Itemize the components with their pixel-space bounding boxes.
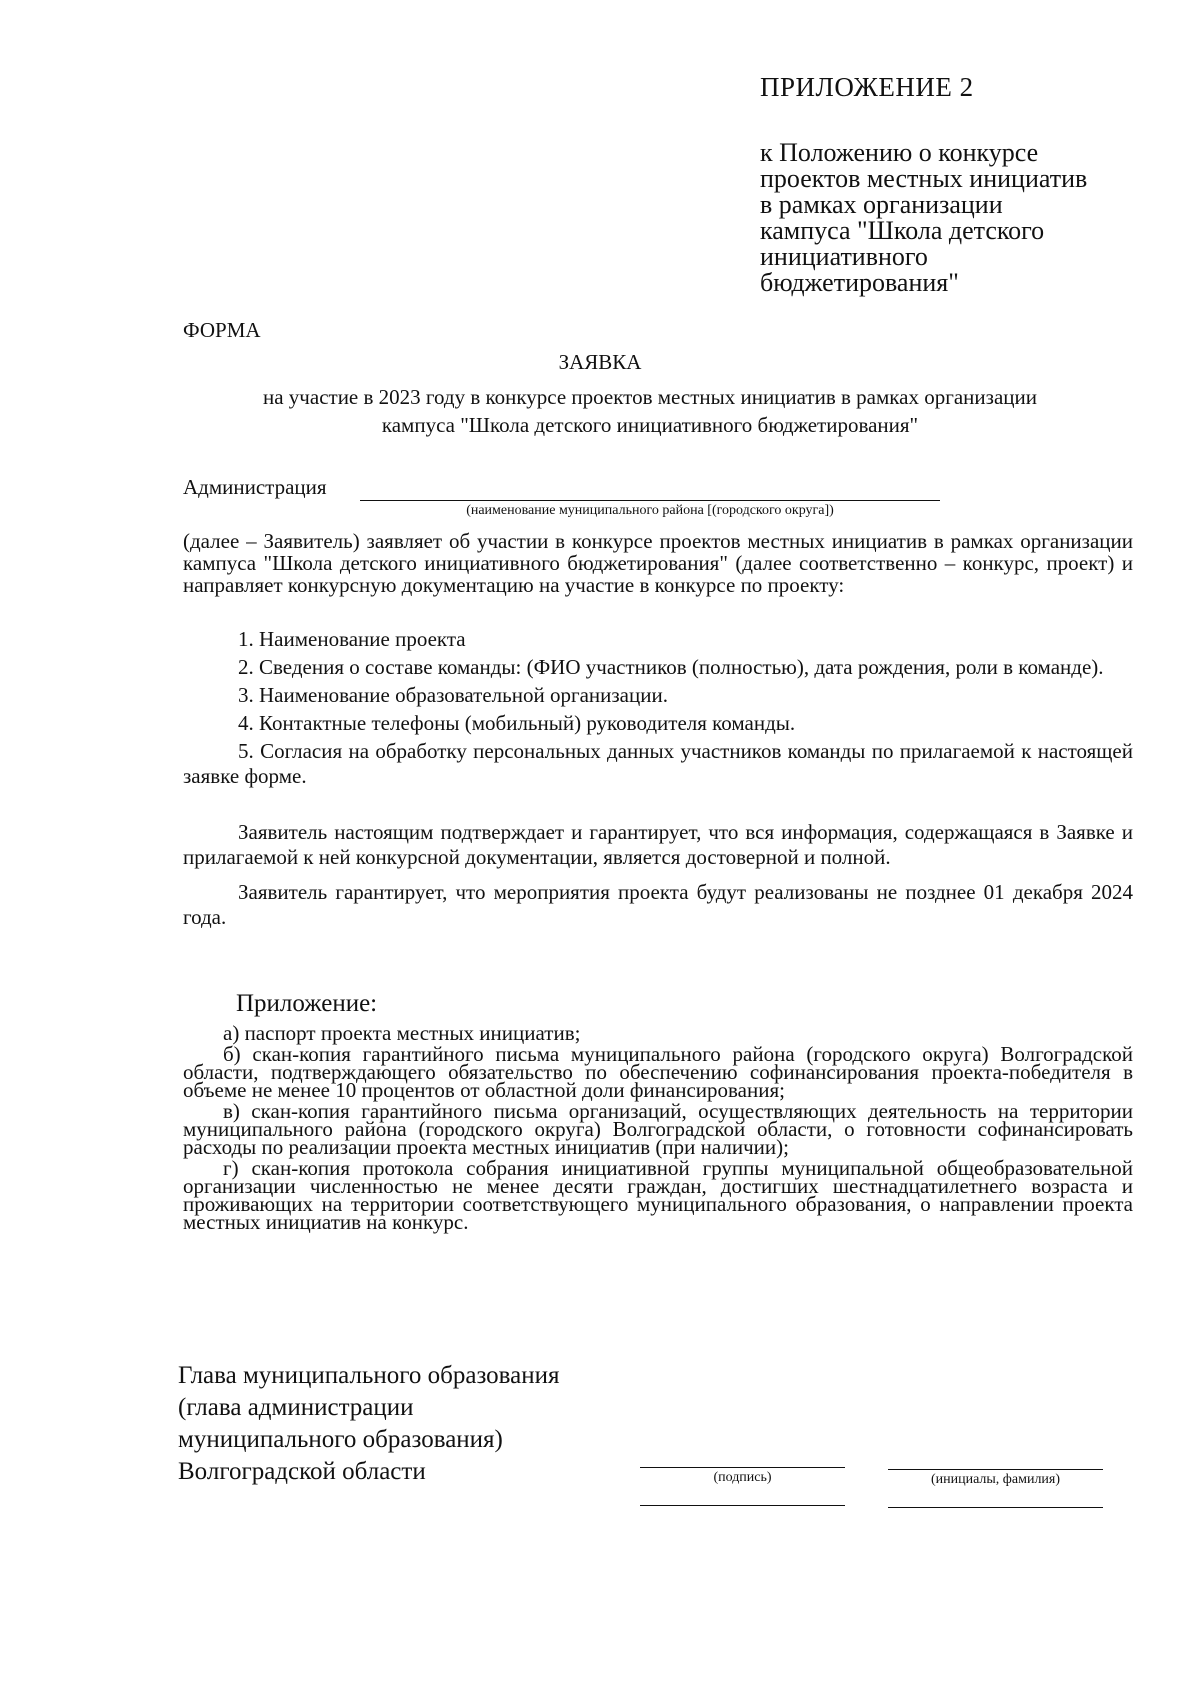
list-item: 4. Контактные телефоны (мобильный) руководителя команды. bbox=[238, 711, 796, 735]
documents-list bbox=[183, 627, 1133, 792]
signatory-line: (глава администрации bbox=[178, 1394, 414, 1421]
appendix-reference bbox=[760, 140, 1140, 296]
intro-paragraph bbox=[183, 530, 1133, 596]
list-item: 5. Согласия на обработку персональных данных участников команды по прилагаемой к настоящей заявке форме. bbox=[183, 739, 1133, 788]
appendix-reference-line: к Положению о конкурсе bbox=[760, 138, 1039, 167]
attachment-item: б) скан-копия гарантийного письма муниципального района (городского округа) Волгоградской области, подтверждающего обязательство по обеспечению софинансирования проекта-победителя в объеме не менее 10 процентов от областной доли финансирования; bbox=[183, 1042, 1133, 1102]
intro-text: (далее – Заявитель) заявляет об участии в конкурсе проектов местных инициатив в рамках организации кампуса "Школа детского инициативного бюджетирования" (далее соответственно – конкурс, проект) и направляет конкурсную документацию на участие в конкурсе по проекту: bbox=[183, 529, 1133, 597]
attachment-item: а) паспорт проекта местных инициатив; bbox=[223, 1021, 581, 1045]
appendix-reference-line: инициативного bbox=[760, 242, 928, 271]
signature-field[interactable] bbox=[640, 1467, 845, 1468]
name-extra-line bbox=[888, 1507, 1103, 1508]
appendix-reference-line: проектов местных инициатив bbox=[760, 164, 1088, 193]
appendix-reference-line: бюджетирования" bbox=[760, 268, 959, 297]
document-subtitle bbox=[180, 383, 1120, 439]
administration-label: Администрация bbox=[183, 475, 327, 499]
attachments-list bbox=[183, 1021, 1133, 1234]
administration-blank-field[interactable] bbox=[360, 500, 940, 501]
administration-caption: (наименование муниципального района [(городского округа]) bbox=[466, 503, 834, 518]
signature-caption: (подпись) bbox=[713, 1470, 772, 1485]
appendix-reference-line: кампуса "Школа детского bbox=[760, 216, 1045, 245]
guarantee-paragraph: Заявитель настоящим подтверждает и гарантирует, что вся информация, содержащаяся в Заявке и прилагаемой к ней конкурсной документации, является достоверной и полной. bbox=[183, 820, 1133, 869]
subtitle-line: на участие в 2023 году в конкурсе проектов местных инициатив в рамках организации bbox=[263, 385, 1037, 409]
name-field[interactable] bbox=[888, 1469, 1103, 1470]
attachment-item: г) скан-копия протокола собрания инициативной группы муниципальной общеобразовательной организации численностью не менее десяти граждан, достигших шестнадцатилетнего возраста и проживающих на территории соответствующего муниципального образования, о направлении проекта местных инициатив на конкурс. bbox=[183, 1156, 1133, 1234]
list-item: 2. Сведения о составе команды: (ФИО участников (полностью), дата рождения, роли в команде). bbox=[238, 655, 1104, 679]
guarantee-paragraph: Заявитель гарантирует, что мероприятия проекта будут реализованы не позднее 01 декабря 2024 года. bbox=[183, 880, 1133, 929]
signatory-line: Глава муниципального образования bbox=[178, 1362, 560, 1389]
signatory-line: Волгоградской области bbox=[178, 1458, 426, 1485]
document-title: ЗАЯВКА bbox=[558, 350, 642, 374]
signature-date-line bbox=[640, 1505, 845, 1506]
guarantees-section bbox=[183, 820, 1133, 940]
subtitle-line: кампуса "Школа детского инициативного бюджетирования" bbox=[381, 413, 919, 437]
appendix-title: ПРИЛОЖЕНИЕ 2 bbox=[760, 72, 974, 102]
form-label: ФОРМА bbox=[183, 318, 261, 342]
list-item: 1. Наименование проекта bbox=[238, 627, 466, 651]
appendix-reference-line: в рамках организации bbox=[760, 190, 1003, 219]
attachments-heading: Приложение: bbox=[236, 990, 378, 1017]
list-item: 3. Наименование образовательной организации. bbox=[238, 683, 668, 707]
signatory-line: муниципального образования) bbox=[178, 1426, 503, 1453]
name-caption: (инициалы, фамилия) bbox=[930, 1472, 1061, 1487]
attachment-item: в) скан-копия гарантийного письма организаций, осуществляющих деятельность на территории муниципального района (городского округа) Волгоградской области, о готовности софинансировать расходы по реализации проекта местных инициатив (при наличии); bbox=[183, 1099, 1133, 1159]
signatory-block bbox=[178, 1360, 560, 1488]
